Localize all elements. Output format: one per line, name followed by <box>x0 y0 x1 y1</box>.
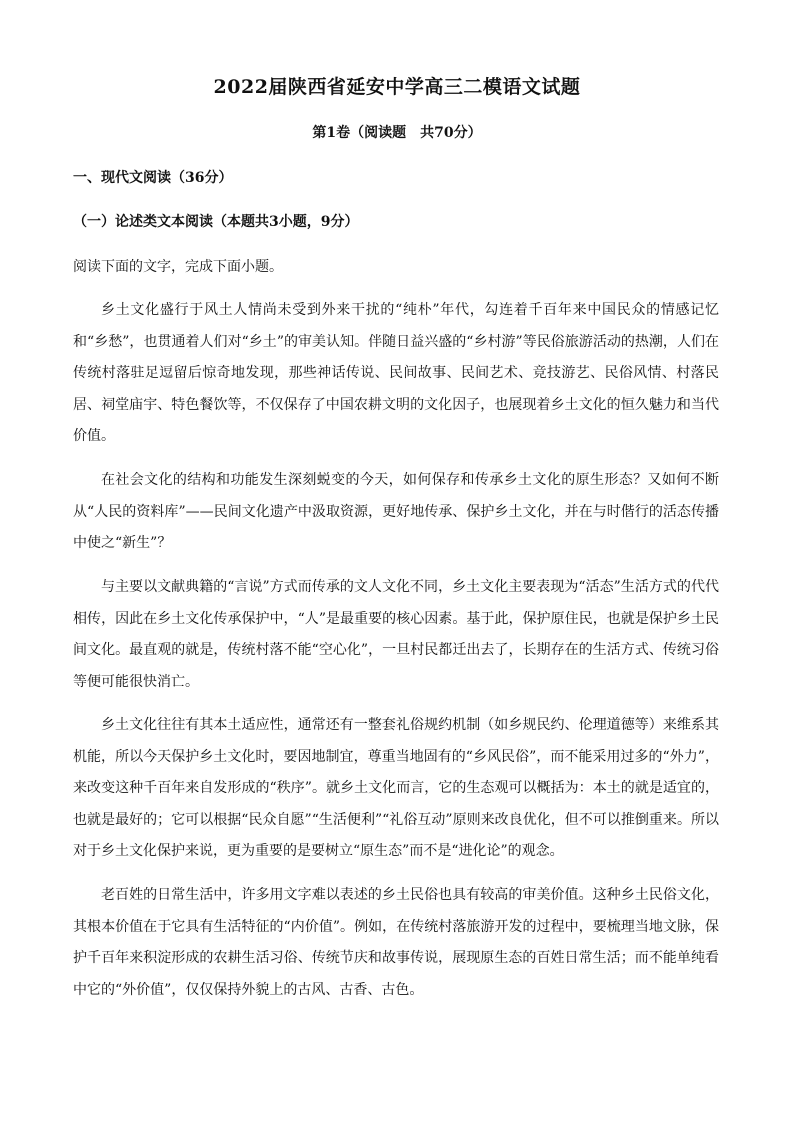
section-heading: 一、现代文阅读（36分） <box>73 170 233 186</box>
paragraph-2: 在社会文化的结构和功能发生深刻蜕变的今天，如何保存和传承乡土文化的原生形态？又如何不断从“人民的资料库”——民间文化遗产中汲取资源，更好地传承、保护乡土文化，并在与时偕行的活态传播中使之“新生”？ <box>73 472 719 551</box>
paragraph-1: 乡土文化盛行于风土人情尚未受到外来干扰的“纯朴”年代，勾连着千百年来中国民众的情感记忆和“乡愁”，也贯通着人们对“乡土”的审美认知。伴随日益兴盛的“乡村游”等民俗旅游活动的热潮，人们在传统村落驻足逗留后惊奇地发现，那些神话传说、民间故事、民间艺术、竞技游艺、民俗风情、村落民居、祠堂庙宇、特色餐饮等，不仅保存了中国农耕文明的文化因子，也展现着乡土文化的恒久魅力和当代价值。 <box>73 302 719 444</box>
exam-title: 2022届陕西省延安中学高三二模语文试题 <box>213 76 581 98</box>
paragraph-3: 与主要以文献典籍的“言说”方式而传承的文人文化不同，乡土文化主要表现为“活态”生活方式的代代相传，因此在乡土文化传承保护中，“人”是最重要的核心因素。基于此，保护原住民，也就是保护乡土民间文化。最直观的就是，传统村落不能“空心化”，一旦村民都迁出去了，长期存在的生活方式、传统习俗等便可能很快消亡。 <box>73 579 719 690</box>
reading-instruction: 阅读下面的文字，完成下面小题。 <box>73 259 283 275</box>
subsection-heading: （一）论述类文本阅读（本题共3小题，9分） <box>73 214 359 230</box>
paragraph-4: 乡土文化往往有其本土适应性，通常还有一整套礼俗规约机制（如乡规民约、伦理道德等）来维系其机能，所以今天保护乡土文化时，要因地制宜，尊重当地固有的“乡风民俗”，而不能采用过多的“外力”，来改变这种千百年来自发形成的“秩序”。就乡土文化而言，它的生态观可以概括为：本土的就是适宜的，也就是最好的；它可以根据“民众自愿”“生活便利”“礼俗互动”原则来改良优化，但不可以推倒重来。所以对于乡土文化保护来说，更为重要的是要树立“原生态”而不是“进化论”的观念。 <box>73 717 719 859</box>
paragraph-5: 老百姓的日常生活中，许多用文字难以表述的乡土民俗也具有较高的审美价值。这种乡土民俗文化，其根本价值在于它具有生活特征的“内价值”。例如，在传统村落旅游开发的过程中，要梳理当地文脉，保护千百年来积淀形成的农耕生活习俗、传统节庆和故事传说，展现原生态的百姓日常生活；而不能单纯看中它的“外价值”，仅仅保持外貌上的古风、古香、古色。 <box>73 887 719 998</box>
exam-subtitle: 第1卷（阅读题 共70分） <box>312 125 482 141</box>
